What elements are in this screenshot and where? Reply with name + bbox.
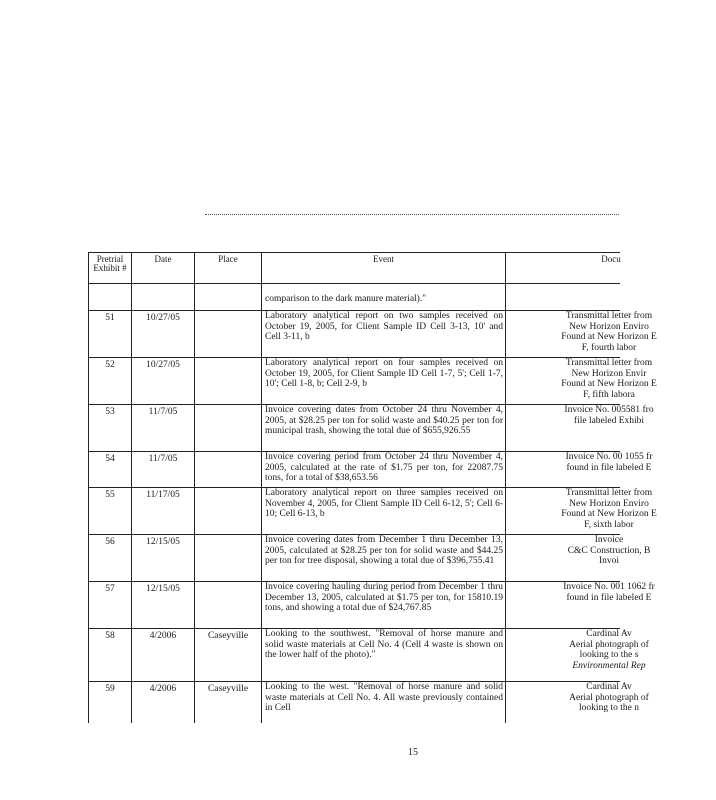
exhibit-number: 54 <box>105 454 115 464</box>
event-text: Invoice covering hauling during period from December 1 thru December 13, 2005, calculated at $1.75 per ton, for 15810.19 tons, and showing a total due of $24,767.85 <box>265 582 503 613</box>
header-document: Docu <box>601 254 621 264</box>
header-event: Event <box>373 254 394 264</box>
exhibit-place: Caseyville <box>207 684 249 694</box>
document-text: Invoice No. 001 1062 fr found in file labeled E <box>563 582 655 603</box>
exhibit-date: 12/15/05 <box>146 584 180 594</box>
exhibit-place <box>195 535 261 537</box>
exhibit-number: 58 <box>105 631 115 641</box>
document-text: Transmittal letter from New Horizon Enviro Found at New Horizon E F, fourth labor <box>561 311 657 353</box>
exhibit-number: 55 <box>105 490 115 500</box>
exhibit-date: 11/7/05 <box>148 407 178 417</box>
event-text: Looking to the west. "Removal of horse manure and solid waste materials at Cell No. 4. All waste previously contained in Cell <box>265 682 503 713</box>
exhibit-number: 52 <box>105 360 115 370</box>
exhibit-number: 56 <box>105 537 115 547</box>
header-exhibit: Pretrial Exhibit # <box>93 254 127 273</box>
exhibit-place <box>195 405 261 407</box>
event-text: Laboratory analytical report on three samples received on November 4, 2005, for Client Sample ID Cell 6-12, 5'; Cell 6-10; Cell 6-13, b <box>265 488 503 519</box>
exhibit-number: 57 <box>105 584 115 594</box>
table-row <box>89 357 657 405</box>
document-text: Invoice No. 00 1055 fr found in file labeled E <box>565 452 653 473</box>
table-row <box>89 581 655 629</box>
document-text: Transmittal letter from New Horizon Enviro Found at New Horizon E F, sixth labor <box>561 488 657 530</box>
exhibit-place: Caseyville <box>207 631 249 641</box>
table-row <box>89 628 649 682</box>
table-row <box>89 404 654 452</box>
exhibit-place <box>195 311 261 313</box>
exhibit-date: 10/27/05 <box>146 360 180 370</box>
exhibit-number: 51 <box>105 313 115 323</box>
dotted-rule <box>205 214 619 215</box>
exhibit-place <box>195 488 261 490</box>
table-row <box>89 487 657 535</box>
event-text: Laboratory analytical report on two samples received on October 19, 2005, for Client Sample ID Cell 3-13, 10' and Cell 3-11, b <box>265 311 503 342</box>
table-row <box>89 293 620 311</box>
evidence-table <box>88 252 657 723</box>
event-text: Looking to the southwest. "Removal of horse manure and solid waste materials at Cell No. 4 (Cell 4 waste is shown on the lower half of the photo)." <box>265 629 503 660</box>
exhibit-date: 4/2006 <box>149 684 177 694</box>
exhibit-number: 53 <box>105 407 115 417</box>
exhibit-date: 11/7/05 <box>148 454 178 464</box>
event-text: Laboratory analytical report on four samples received on October 19, 2005, for Client Sample ID Cell 1-7, 5'; Cell 1-7, 10'; Cell 1-8, b; Cell 2-9, b <box>265 358 503 389</box>
table-row <box>89 451 653 488</box>
document-text: Invoice No. 005581 fro file labeled Exhibi <box>564 405 654 426</box>
header-date: Date <box>154 254 172 264</box>
exhibit-place <box>195 358 261 360</box>
header-place: Place <box>218 254 238 264</box>
table-row <box>89 310 657 358</box>
exhibit-date: 12/15/05 <box>146 537 180 547</box>
document-text: Cardinal Av Aerial photograph of looking to the s Environmental Rep <box>569 629 649 671</box>
exhibit-date: 11/17/05 <box>146 490 180 500</box>
event-text: Invoice covering dates from October 24 thru November 4, 2005, at $28.25 per ton for solid waste and $40.25 per ton for municipal trash, showing the total due of $655,926.55 <box>265 405 503 436</box>
exhibit-place <box>195 452 261 454</box>
document-text: Cardinal Av Aerial photograph of looking to the n <box>569 682 649 713</box>
exhibit-date: 4/2006 <box>149 631 177 641</box>
exhibit-number: 59 <box>105 684 115 694</box>
document-text: Transmittal letter from New Horizon Envir Found at New Horizon E F, fifth labora <box>561 358 657 400</box>
event-text: Invoice covering dates from December 1 thru December 13, 2005, calculated at $28.25 per ton for solid waste and $44.25 per ton for tree disposal, showing a total due of $396,755.41 <box>265 535 503 566</box>
table-row <box>89 534 651 582</box>
exhibit-date: 10/27/05 <box>146 313 180 323</box>
document-text: Invoice C&C Construction, B Invoi <box>567 535 651 566</box>
event-text: Invoice covering period from October 24 thru November 4, 2005, calculated at the rate of $1.75 per ton, for 22087.75 tons, for a total of $38,653.56 <box>265 452 503 483</box>
exhibit-place <box>195 582 261 584</box>
event-text: comparison to the dark manure material)." <box>265 294 427 304</box>
page-number: 15 <box>408 747 418 758</box>
table-row <box>89 681 649 741</box>
table-header <box>89 253 620 284</box>
